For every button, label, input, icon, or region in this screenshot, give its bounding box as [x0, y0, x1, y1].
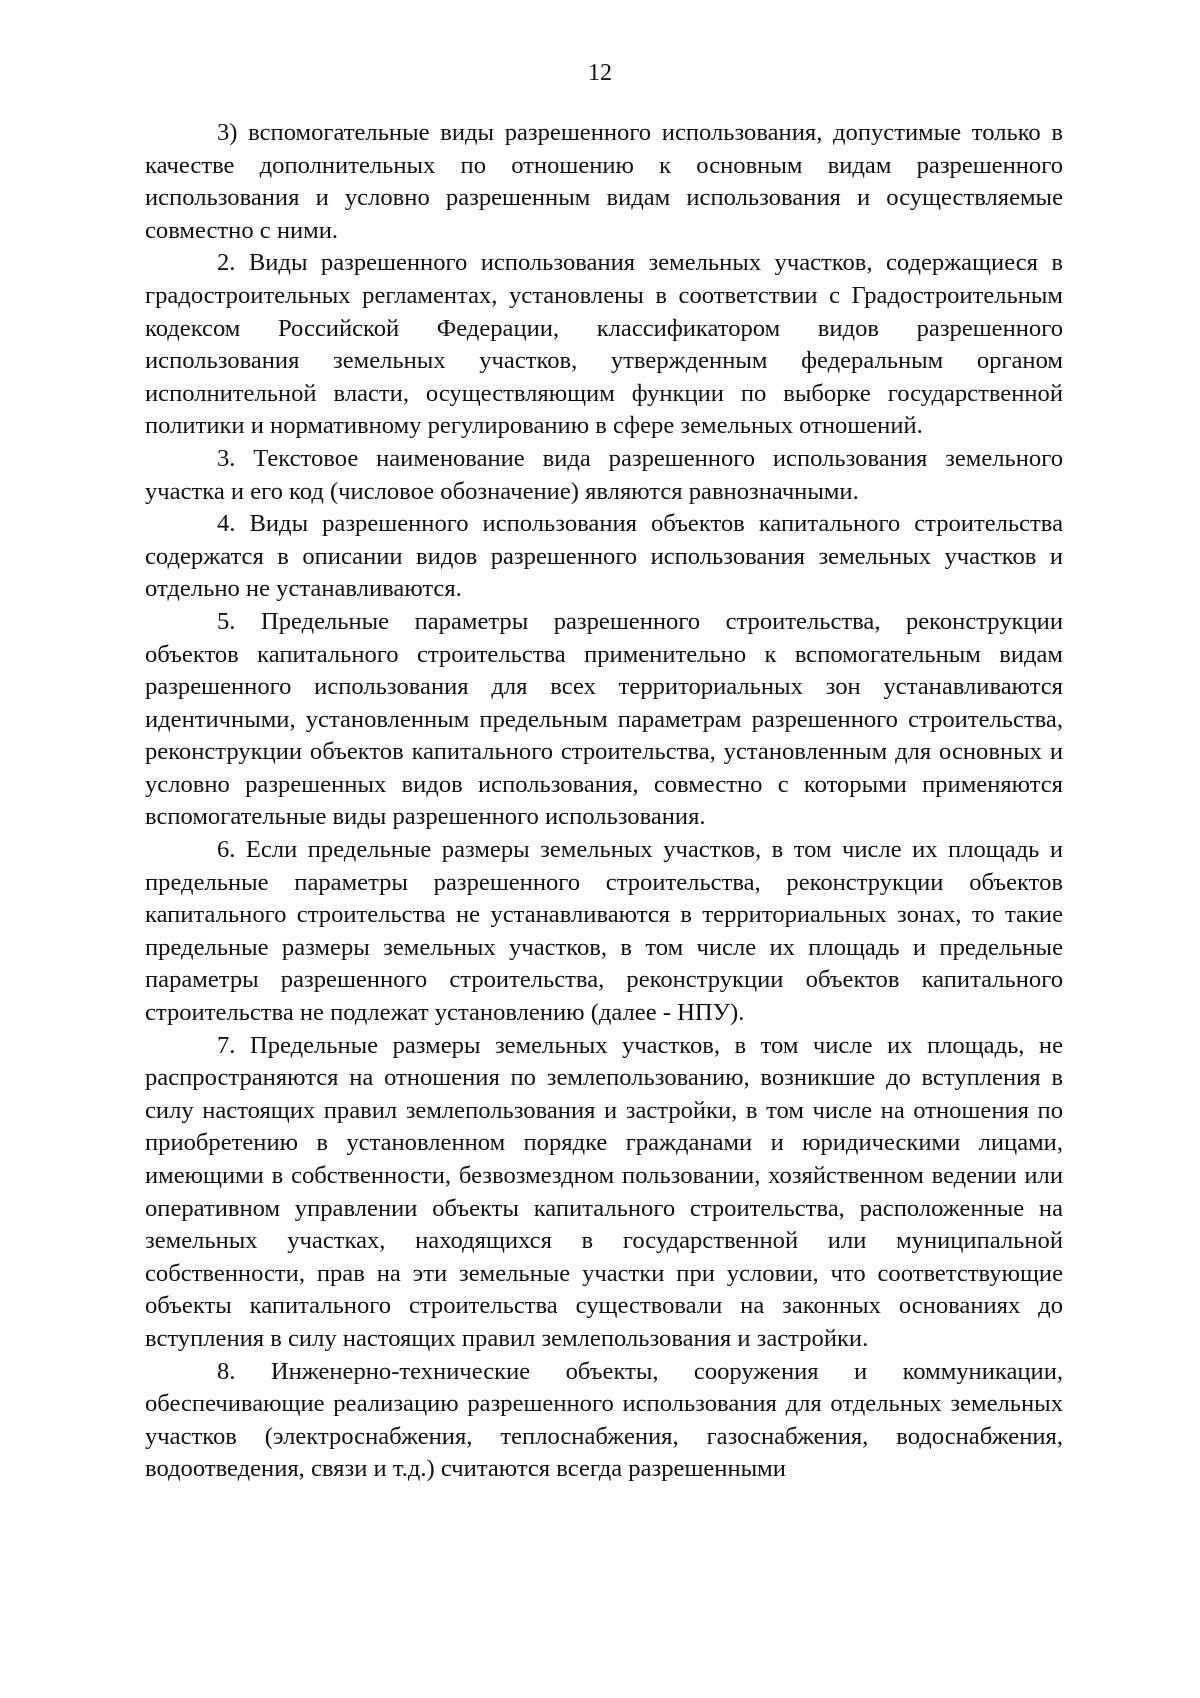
paragraph-5: 5. Предельные параметры разрешенного строительства, реконструкции объектов капитального строительства применительно к вспомогательным видам разрешенного использования для всех территориальных зон устанавливаются идентичными, установленным предельным параметрам разрешенного строительства, реконструкции объектов капитального строительства, установленным для основных и условно разрешенных видов использования, совместно с которыми применяются вспомогательные виды разрешенного использования. [145, 607, 1063, 831]
page-number: 12 [588, 60, 612, 86]
paragraph-item-3: 3) вспомогательные виды разрешенного использования, допустимые только в качестве дополнительных по отношению к основным видам разрешенного использования и условно разрешенным видам использования и осуществляемые совместно с ними. [145, 119, 1063, 244]
document-body [145, 117, 1063, 1486]
paragraph-8: 8. Инженерно-технические объекты, сооружения и коммуникации, обеспечивающие реализацию разрешенного использования для отдельных земельных участков (электроснабжения, теплоснабжения, газоснабжения, водоснабжения, водоотведения, связи и т.д.) считаются всегда разрешенными [145, 1357, 1063, 1483]
paragraph-3: 3. Текстовое наименование вида разрешенного использования земельного участка и его код (числовое обозначение) являются равнозначными. [145, 444, 1063, 505]
paragraph-6: 6. Если предельные размеры земельных участков, в том числе их площадь и предельные параметры разрешенного строительства, реконструкции объектов капитального строительства не устанавливаются в территориальных зонах, то такие предельные размеры земельных участков, в том числе их площадь и предельные параметры разрешенного строительства, реконструкции объектов капитального строительства не подлежат установлению (далее - НПУ). [145, 836, 1063, 1027]
paragraph-2: 2. Виды разрешенного использования земельных участков, содержащиеся в градостроительных регламентах, установлены в соответствии с Градостроительным кодексом Российской Федерации, классификатором видов разрешенного использования земельных участков, утвержденным федеральным органом исполнительной власти, осуществляющим функции по выборке государственной политики и нормативному регулированию в сфере земельных отношений. [145, 249, 1063, 440]
paragraph-4: 4. Виды разрешенного использования объектов капитального строительства содержатся в описании видов разрешенного использования земельных участков и отдельно не устанавливаются. [145, 510, 1063, 603]
paragraph-7: 7. Предельные размеры земельных участков, в том числе их площадь, не распространяются на отношения по землепользованию, возникшие до вступления в силу настоящих правил землепользования и застройки, в том числе на отношения по приобретению в установленном порядке гражданами и юридическими лицами, имеющими в собственности, безвозмездном пользовании, хозяйственном ведении или оперативном управлении объекты капитального строительства, расположенные на земельных участках, находящихся в государственной или муниципальной собственности, прав на эти земельные участки при условии, что соответствующие объекты капитального строительства существовали на законных основаниях до вступления в силу настоящих правил землепользования и застройки. [145, 1031, 1063, 1352]
